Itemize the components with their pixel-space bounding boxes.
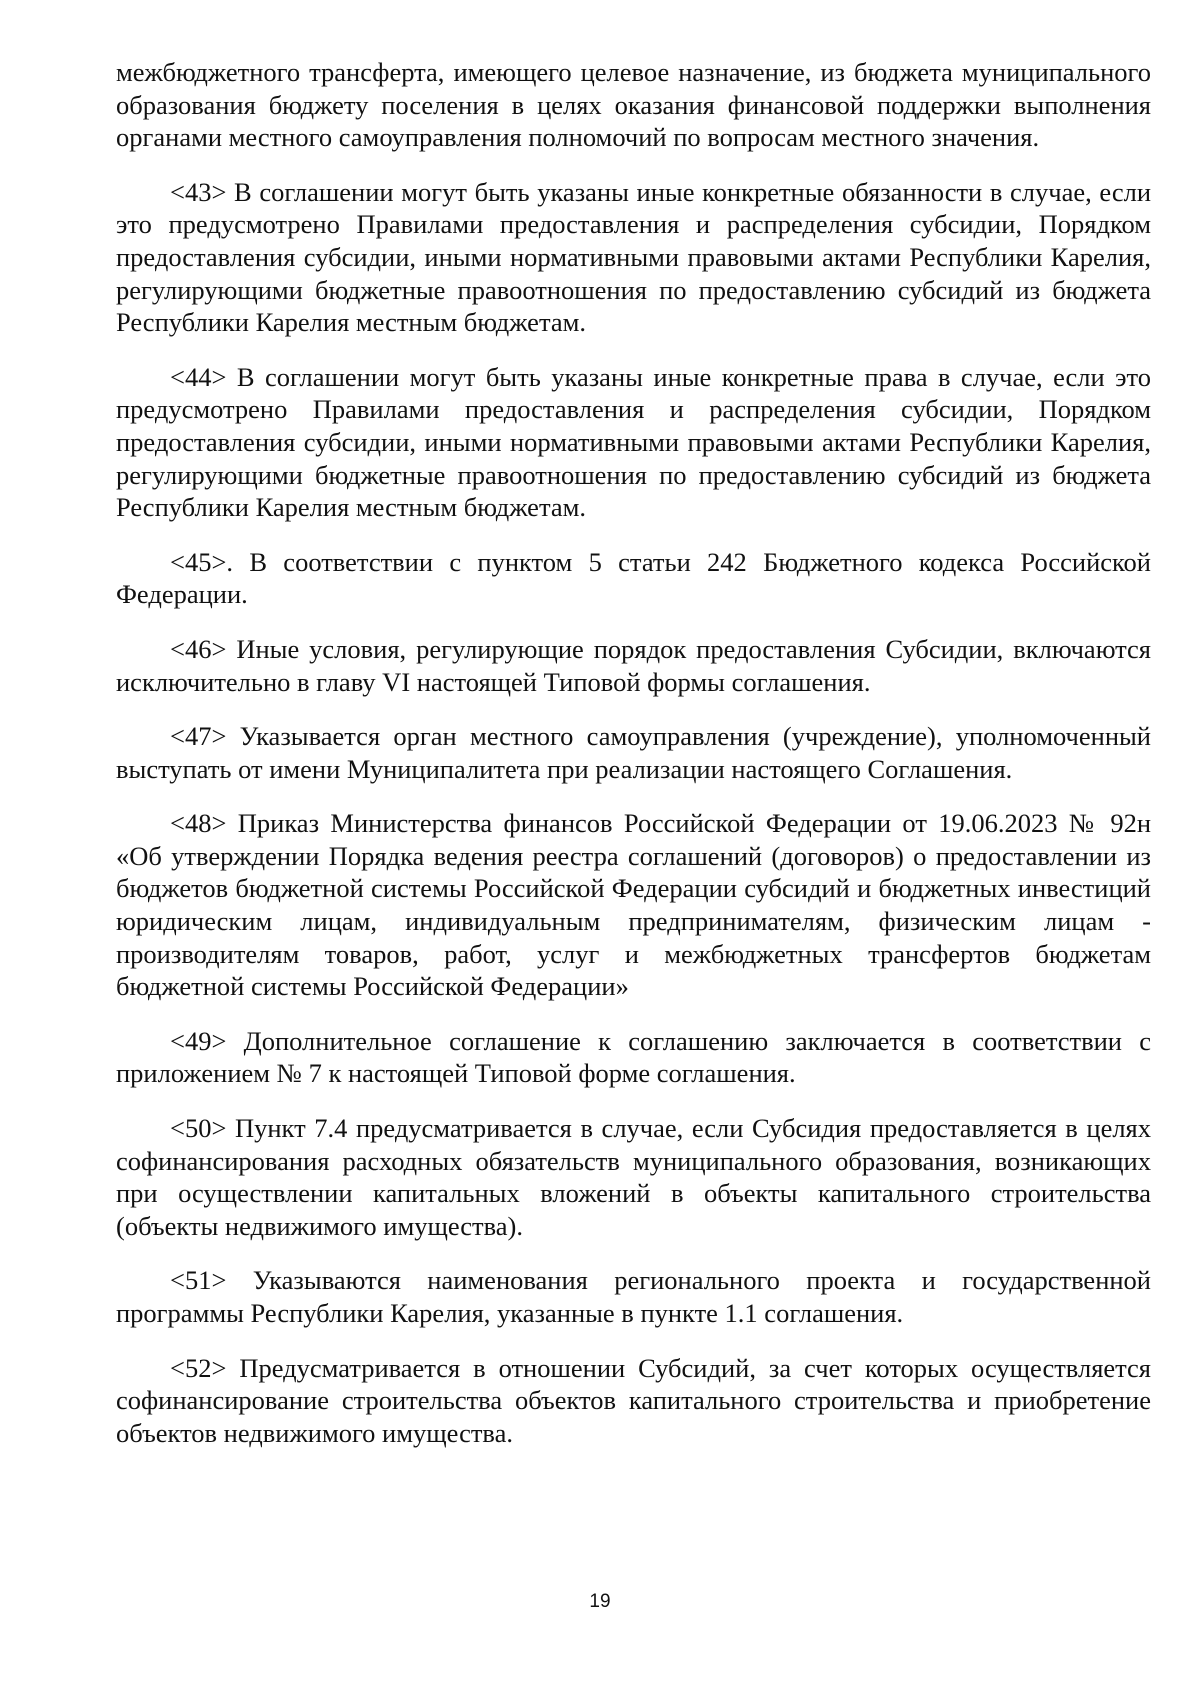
footnote-48: <48> Приказ Министерства финансов Российской Федерации от 19.06.2023 № 92н «Об утверждении Порядка ведения реестра соглашений (договоров) о предоставлении из бюджетов бюджетной системы Российской Федерации субсидий и бюджетных инвестиций юридическим лицам, индивидуальным предпринимателям, физическим лицам - производителям товаров, работ, услуг и межбюджетных трансфертов бюджетам бюджетной системы Российской Федерации»: [116, 808, 1151, 1002]
footnote-47: <47> Указывается орган местного самоуправления (учреждение), уполномоченный выступать от имени Муниципалитета при реализации настоящего Соглашения.: [116, 721, 1151, 784]
footnote-50: <50> Пункт 7.4 предусматривается в случае, если Субсидия предоставляется в целях софинансирования расходных обязательств муниципального образования, возникающих при осуществлении капитальных вложений в объекты капитального строительства (объекты недвижимого имущества).: [116, 1113, 1151, 1241]
document-body: [116, 56, 1151, 1471]
footnote-46: <46> Иные условия, регулирующие порядок предоставления Субсидии, включаются исключительно в главу VI настоящей Типовой формы соглашения.: [116, 633, 1151, 697]
footnote-43: <43> В соглашении могут быть указаны иные конкретные обязанности в случае, если это предусмотрено Правилами предоставления и распределения субсидии, Порядком предоставления субсидии, иными нормативными правовыми актами Республики Карелия, регулирующими бюджетные правоотношения по предоставлению субсидий из бюджета Республики Карелия местным бюджетам.: [116, 176, 1151, 338]
footnote-49: <49> Дополнительное соглашение к соглашению заключается в соответствии с приложением № 7 к настоящей Типовой форме соглашения.: [116, 1025, 1151, 1089]
paragraph-continuation: межбюджетного трансферта, имеющего целевое назначение, из бюджета муниципального образования бюджету поселения в целях оказания финансовой поддержки выполнения органами местного самоуправления полномочий по вопросам местного значения.: [116, 57, 1151, 153]
page-number: 19: [589, 1591, 611, 1612]
footnote-44: <44> В соглашении могут быть указаны иные конкретные права в случае, если это предусмотрено Правилами предоставления и распределения субсидии, Порядком предоставления субсидии, иными нормативными правовыми актами Республики Карелия, регулирующими бюджетные правоотношения по предоставлению субсидий из бюджета Республики Карелия местным бюджетам.: [116, 361, 1151, 523]
footnote-52: <52> Предусматривается в отношении Субсидий, за счет которых осуществляется софинансирование строительства объектов капитального строительства и приобретение объектов недвижимого имущества.: [116, 1352, 1151, 1448]
footnote-51: <51> Указываются наименования регионального проекта и государственной программы Республики Карелия, указанные в пункте 1.1 соглашения.: [116, 1265, 1151, 1328]
footnote-45: <45>. В соответствии с пунктом 5 статьи 242 Бюджетного кодекса Российской Федерации.: [116, 546, 1151, 610]
